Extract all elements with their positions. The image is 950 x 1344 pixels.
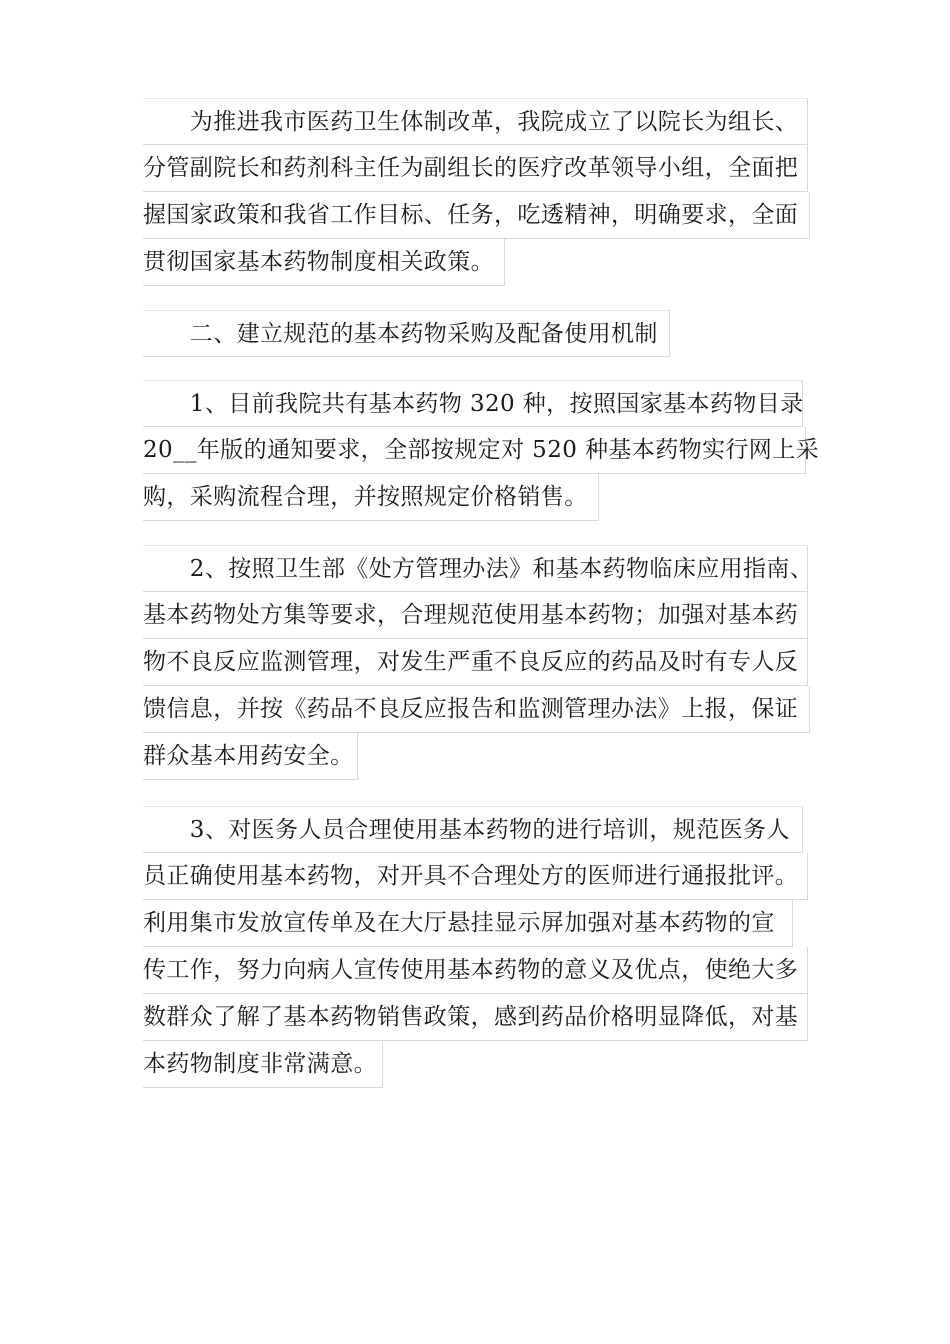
text-line: 分管副院长和药剂科主任为副组长的医疗改革领导小组，全面把: [143, 145, 808, 192]
text-line: 购，采购流程合理，并按照规定价格销售。: [143, 474, 599, 521]
text-line: 贯彻国家基本药物制度相关政策。: [143, 239, 505, 286]
text-line: 数群众了解了基本药物销售政策，感到药品价格明显降低，对基: [143, 994, 808, 1041]
text-line: 本药物制度非常满意。: [143, 1041, 383, 1088]
heading-line: 二、建立规范的基本药物采购及配备使用机制: [143, 310, 670, 357]
text-line: 物不良反应监测管理，对发生严重不良反应的药品及时有专人反: [143, 639, 808, 686]
text-line: 馈信息，并按《药品不良反应报告和监测管理办法》上报，保证: [143, 686, 810, 733]
text-line: 1、目前我院共有基本药物 320 种，按照国家基本药物目录: [143, 380, 803, 427]
text-line: 握国家政策和我省工作目标、任务，吃透精神，明确要求，全面: [143, 192, 810, 239]
text-line: 20__年版的通知要求，全部按规定对 520 种基本药物实行网上采: [143, 427, 806, 474]
text-line: 为推进我市医药卫生体制改革，我院成立了以院长为组长、: [143, 98, 808, 145]
text-line: 3、对医务人员合理使用基本药物的进行培训，规范医务人: [143, 806, 803, 853]
text-line: 传工作，努力向病人宣传使用基本药物的意义及优点，使绝大多: [143, 947, 808, 994]
text-line: 员正确使用基本药物，对开具不合理处方的医师进行通报批评。: [143, 853, 808, 900]
text-line: 群众基本用药安全。: [143, 733, 358, 780]
text-line: 利用集市发放宣传单及在大厅悬挂显示屏加强对基本药物的宣: [143, 900, 793, 947]
text-line: 基本药物处方集等要求，合理规范使用基本药物；加强对基本药: [143, 592, 808, 639]
text-line: 2、按照卫生部《处方管理办法》和基本药物临床应用指南、: [143, 545, 808, 592]
